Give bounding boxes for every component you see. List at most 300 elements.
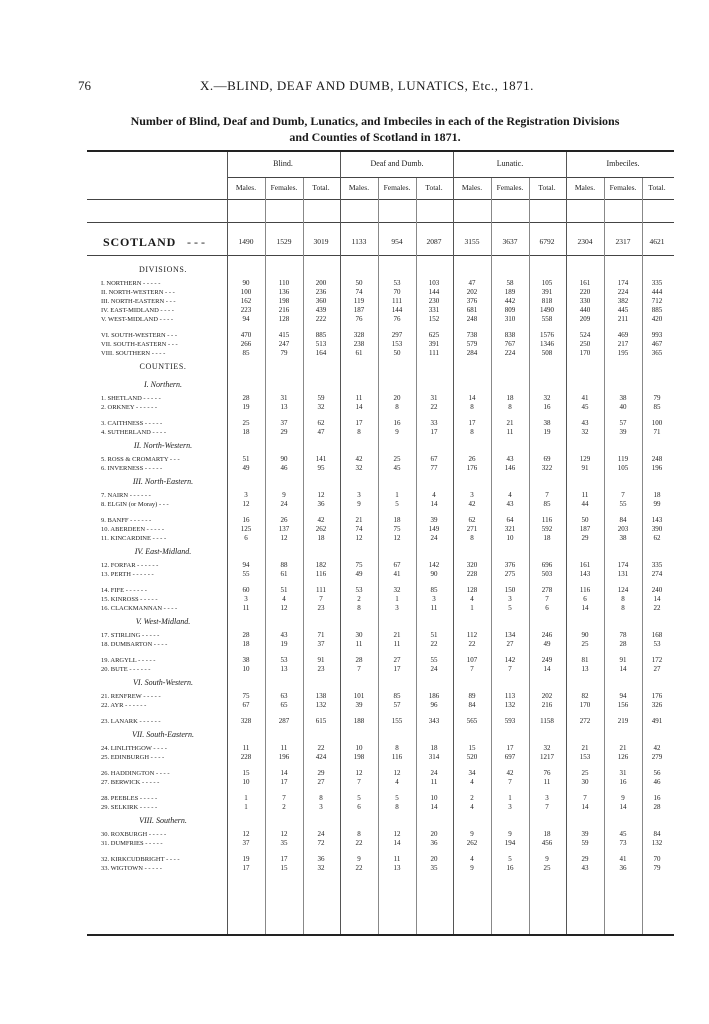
section-subheading: I. Northern. [144,380,182,389]
table-cell: 61 [355,349,363,357]
table-cell: 7 [583,794,587,802]
table-cell: 162 [240,297,252,305]
table-cell: 7 [621,491,625,499]
column-rule [227,152,228,934]
table-cell: 107 [466,656,478,664]
table-cell: 14 [619,665,627,673]
table-cell: 195 [617,349,629,357]
table-cell: 64 [506,516,514,524]
table-cell: 37 [242,839,250,847]
table-cell: 81 [581,656,589,664]
table-cell: 42 [317,516,325,524]
table-cell: 818 [541,297,553,305]
table-cell: 287 [278,717,290,725]
table-cell: 1 [244,803,248,811]
column-subheader: Total. [425,183,443,192]
column-rule [453,152,454,934]
table-cell: 16 [619,778,627,786]
scotland-cell: 1529 [276,237,292,246]
table-cell: 141 [315,455,327,463]
table-cell: 10 [506,534,514,542]
table-cell: 9 [357,500,361,508]
table-cell: 1 [470,604,474,612]
table-cell: 4 [432,491,436,499]
table-cell: 49 [543,640,551,648]
table-cell: 18 [543,830,551,838]
row-label: 19. ARGYLL - - - - - [101,657,156,664]
table-cell: 444 [651,288,663,296]
row-label: 4. SUTHERLAND - - - - [101,429,166,436]
table-cell: 249 [541,656,553,664]
table-cell: 1 [508,794,512,802]
table-cell: 513 [315,340,327,348]
table-cell: 442 [504,297,516,305]
table-cell: 95 [317,464,325,472]
table-cell: 11 [581,491,589,499]
table-cell: 8 [395,803,399,811]
table-cell: 45 [581,403,589,411]
table-cell: 41 [393,570,401,578]
table-cell: 49 [242,464,250,472]
table-cell: 18 [543,534,551,542]
table-cell: 194 [504,839,516,847]
table-cell: 69 [543,455,551,463]
scotland-cell: 1490 [238,237,254,246]
table-cell: 26 [468,455,476,463]
table-cell: 13 [280,403,288,411]
table-cell: 89 [468,692,476,700]
row-label: II. NORTH-WESTERN - - - [101,289,175,296]
table-cell: 4 [282,595,286,603]
column-subheader: Males. [348,183,370,192]
table-cell: 45 [619,830,627,838]
table-cell: 41 [619,855,627,863]
table-cell: 53 [355,586,363,594]
row-label: 21. RENFREW - - - - - [101,693,161,700]
table-cell: 202 [541,692,553,700]
table-cell: 29 [581,855,589,863]
table-cell: 314 [428,753,440,761]
table-cell: 10 [430,794,438,802]
table-cell: 266 [240,340,252,348]
table-cell: 41 [581,394,589,402]
table-cell: 4 [470,595,474,603]
table-cell: 262 [466,839,478,847]
table-cell: 8 [395,744,399,752]
table-cell: 809 [504,306,516,314]
table-cell: 7 [282,794,286,802]
table-cell: 188 [353,717,365,725]
table-cell: 111 [429,349,439,357]
table-cell: 62 [653,534,661,542]
table-cell: 14 [393,839,401,847]
table-cell: 129 [579,455,591,463]
table-cell: 71 [317,631,325,639]
row-label: 22. AYR - - - - - - [101,702,147,709]
table-cell: 94 [242,315,250,323]
table-cell: 217 [617,340,629,348]
table-cell: 84 [619,516,627,524]
table-cell: 21 [581,744,589,752]
table-cell: 39 [355,701,363,709]
table-cell: 75 [242,692,250,700]
table-cell: 90 [581,631,589,639]
table-cell: 211 [617,315,629,323]
table-cell: 22 [430,403,438,411]
table-cell: 33 [430,419,438,427]
table-cell: 278 [541,586,553,594]
row-label: 5. ROSS & CROMARTY - - - [101,456,180,463]
table-cell: 132 [315,701,327,709]
table-cell: 13 [393,864,401,872]
table-cell: 8 [470,403,474,411]
table-cell: 45 [393,464,401,472]
table-cell: 29 [317,769,325,777]
table-cell: 440 [579,306,591,314]
table-cell: 91 [317,656,325,664]
table-cell: 11 [430,604,438,612]
page-number: 76 [78,78,91,93]
table-cell: 79 [653,394,661,402]
table-cell: 885 [651,306,663,314]
table-cell: 520 [466,753,478,761]
table-cell: 50 [393,349,401,357]
table-cell: 222 [315,315,327,323]
table-cell: 230 [428,297,440,305]
table-cell: 161 [579,561,591,569]
row-label: VII. SOUTH-EASTERN - - - [101,341,178,348]
table-cell: 40 [619,403,627,411]
table-cell: 8 [395,403,399,411]
section-subheading: VII. South-Eastern. [132,730,194,739]
row-label: 15. KINROSS - - - - - [101,596,158,603]
table-cell: 415 [278,331,290,339]
section-subheading: VI. South-Western. [133,678,193,687]
table-cell: 8 [508,403,512,411]
table-cell: 42 [355,455,363,463]
table-cell: 15 [280,864,288,872]
table-cell: 53 [280,656,288,664]
row-label: 31. DUMFRIES - - - - - [101,840,163,847]
table-cell: 7 [319,595,323,603]
column-rule [416,178,417,934]
table-cell: 23 [317,604,325,612]
table-cell: 200 [315,279,327,287]
table-cell: 593 [504,717,516,725]
table-cell: 42 [653,744,661,752]
table-cell: 32 [317,403,325,411]
table-cell: 132 [651,839,663,847]
table-cell: 105 [617,464,629,472]
row-label: 7. NAIRN - - - - - - [101,492,151,499]
table-cell: 144 [391,306,403,314]
column-rule [378,178,379,934]
table-cell: 65 [280,701,288,709]
table-cell: 35 [280,839,288,847]
table-cell: 27 [653,665,661,673]
table-cell: 320 [466,561,478,569]
table-cell: 153 [579,753,591,761]
table-cell: 335 [651,279,663,287]
table-cell: 49 [355,570,363,578]
table-cell: 524 [579,331,591,339]
table-cell: 72 [317,839,325,847]
table-cell: 198 [353,753,365,761]
table-cell: 55 [619,500,627,508]
table-cell: 8 [621,604,625,612]
table-cell: 74 [355,525,363,533]
table-cell: 24 [430,769,438,777]
section-subheading: V. West-Midland. [135,617,191,626]
table-cell: 62 [468,516,476,524]
table-cell: 39 [430,516,438,524]
table-cell: 14 [355,403,363,411]
table-cell: 59 [581,839,589,847]
table-cell: 164 [315,349,327,357]
table-cell: 28 [653,803,661,811]
table-cell: 36 [317,855,325,863]
table-cell: 57 [393,701,401,709]
table-cell: 25 [581,640,589,648]
table-cell: 3 [319,803,323,811]
table-cell: 126 [617,753,629,761]
table-cell: 470 [240,331,252,339]
table-cell: 155 [391,717,403,725]
table-cell: 420 [651,315,663,323]
table-cell: 236 [315,288,327,296]
column-subheader: Total. [312,183,330,192]
table-cell: 119 [353,297,365,305]
table-cell: 16 [506,864,514,872]
table-cell: 6 [244,534,248,542]
column-rule [604,178,605,934]
table-cell: 592 [541,525,553,533]
table-cell: 36 [619,864,627,872]
table-cell: 4 [470,778,474,786]
table-cell: 187 [579,525,591,533]
table-cell: 12 [242,830,250,838]
table-cell: 132 [504,701,516,709]
table-cell: 4 [508,491,512,499]
table-cell: 18 [393,516,401,524]
column-subheader: Total. [538,183,556,192]
table-cell: 508 [541,349,553,357]
table-cell: 32 [317,864,325,872]
table-cell: 445 [617,306,629,314]
table-cell: 9 [621,794,625,802]
table-cell: 19 [242,403,250,411]
table-cell: 272 [579,717,591,725]
table-cell: 124 [617,586,629,594]
section-subheading: III. North-Eastern. [132,477,194,486]
column-subheader: Females. [609,183,637,192]
table-cell: 5 [357,794,361,802]
table-cell: 38 [543,419,551,427]
table-cell: 43 [280,631,288,639]
table-cell: 28 [242,631,250,639]
scotland-cell: 3019 [313,237,329,246]
row-label: 8. ELGIN (or Moray) - - - [101,501,169,508]
table-cell: 84 [653,830,661,838]
table-cell: 681 [466,306,478,314]
table-cell: 248 [466,315,478,323]
table-cell: 3 [470,491,474,499]
table-cell: 9 [357,855,361,863]
table-cell: 6 [583,595,587,603]
table-cell: 128 [466,586,478,594]
table-cell: 58 [506,279,514,287]
table-title [95,113,655,145]
table-cell: 153 [391,340,403,348]
table-cell: 24 [430,665,438,673]
table-cell: 77 [430,464,438,472]
table-cell: 26 [280,516,288,524]
table-cell: 14 [581,604,589,612]
table-cell: 116 [541,516,553,524]
table-cell: 137 [278,525,290,533]
table-cell: 328 [240,717,252,725]
table-cell: 3 [244,491,248,499]
row-label: III. NORTH-EASTERN - - - [101,298,176,305]
table-cell: 43 [506,500,514,508]
table-cell: 1 [395,491,399,499]
table-cell: 21 [619,744,627,752]
table-cell: 28 [242,394,250,402]
table-cell: 53 [393,279,401,287]
table-cell: 100 [651,419,663,427]
table-cell: 31 [619,769,627,777]
row-label: 3. CAITHNESS - - - - - [101,420,163,427]
row-label: VI. SOUTH-WESTERN - - - [101,332,178,339]
column-subheader: Males. [574,183,596,192]
table-cell: 39 [581,830,589,838]
scotland-bottom-rule [87,255,674,256]
table-cell: 250 [579,340,591,348]
table-cell: 43 [581,864,589,872]
table-cell: 223 [240,306,252,314]
row-label: 14. FIFE - - - - - - [101,587,147,594]
table-cell: 21 [506,419,514,427]
table-cell: 128 [278,315,290,323]
table-cell: 4 [395,778,399,786]
table-cell: 17 [242,864,250,872]
table-cell: 38 [619,534,627,542]
column-rule [491,178,492,934]
table-cell: 17 [393,665,401,673]
table-cell: 246 [541,631,553,639]
table-cell: 22 [653,604,661,612]
table-cell: 1158 [540,717,554,725]
table-cell: 111 [316,586,326,594]
table-cell: 176 [651,692,663,700]
table-cell: 14 [430,803,438,811]
table-cell: 14 [619,803,627,811]
table-cell: 439 [315,306,327,314]
row-label: 23. LANARK - - - - - - [101,718,161,725]
table-cell: 615 [315,717,327,725]
table-cell: 203 [617,525,629,533]
table-cell: 21 [393,631,401,639]
table-cell: 150 [504,586,516,594]
table-cell: 12 [393,830,401,838]
table-cell: 9 [470,830,474,838]
table-cell: 198 [278,297,290,305]
table-cell: 57 [619,419,627,427]
table-cell: 18 [317,534,325,542]
row-label: IV. EAST-MIDLAND - - - - [101,307,174,314]
table-cell: 161 [579,279,591,287]
table-cell: 3 [432,595,436,603]
table-cell: 84 [468,701,476,709]
table-cell: 47 [468,279,476,287]
table-cell: 12 [355,534,363,542]
table-cell: 19 [280,640,288,648]
row-label: 27. BERWICK - - - - - [101,779,160,786]
table-cell: 56 [653,769,661,777]
row-label: 9. BANFF - - - - - - [101,517,152,524]
table-cell: 376 [466,297,478,305]
table-cell: 322 [541,464,553,472]
scotland-top-rule [87,222,674,223]
table-cell: 22 [355,839,363,847]
table-cell: 113 [504,692,516,700]
table-cell: 60 [242,586,250,594]
table-cell: 321 [504,525,516,533]
table-cell: 22 [317,744,325,752]
table-cell: 50 [581,516,589,524]
table-cell: 105 [541,279,553,287]
table-cell: 75 [393,525,401,533]
table-cell: 25 [581,769,589,777]
table-cell: 90 [430,570,438,578]
table-cell: 17 [280,855,288,863]
table-cell: 238 [353,340,365,348]
table-cell: 8 [357,604,361,612]
table-cell: 7 [545,491,549,499]
table-cell: 491 [651,717,663,725]
table-cell: 172 [651,656,663,664]
table-cell: 116 [391,753,403,761]
section-subheading: II. North-Western. [133,441,193,450]
table-cell: 224 [504,349,516,357]
column-rule [529,178,530,934]
table-cell: 275 [504,570,516,578]
table-cell: 19 [242,855,250,863]
table-cell: 116 [315,570,327,578]
table-cell: 110 [278,279,290,287]
table-cell: 100 [240,288,252,296]
table-cell: 112 [466,631,478,639]
table-cell: 170 [579,349,591,357]
scotland-cell: 3637 [502,237,518,246]
table-cell: 176 [466,464,478,472]
table-cell: 46 [653,778,661,786]
table-cell: 12 [317,491,325,499]
table-cell: 16 [653,794,661,802]
table-cell: 32 [393,586,401,594]
table-cell: 12 [242,500,250,508]
table-cell: 70 [393,288,401,296]
table-cell: 20 [430,855,438,863]
table-cell: 343 [428,717,440,725]
table-cell: 1 [244,794,248,802]
row-label: 32. KIRKCUDBRIGHT - - - - [101,856,180,863]
table-cell: 328 [353,331,365,339]
table-cell: 558 [541,315,553,323]
table-cell: 1490 [540,306,554,314]
table-cell: 29 [581,534,589,542]
table-cell: 174 [617,561,629,569]
